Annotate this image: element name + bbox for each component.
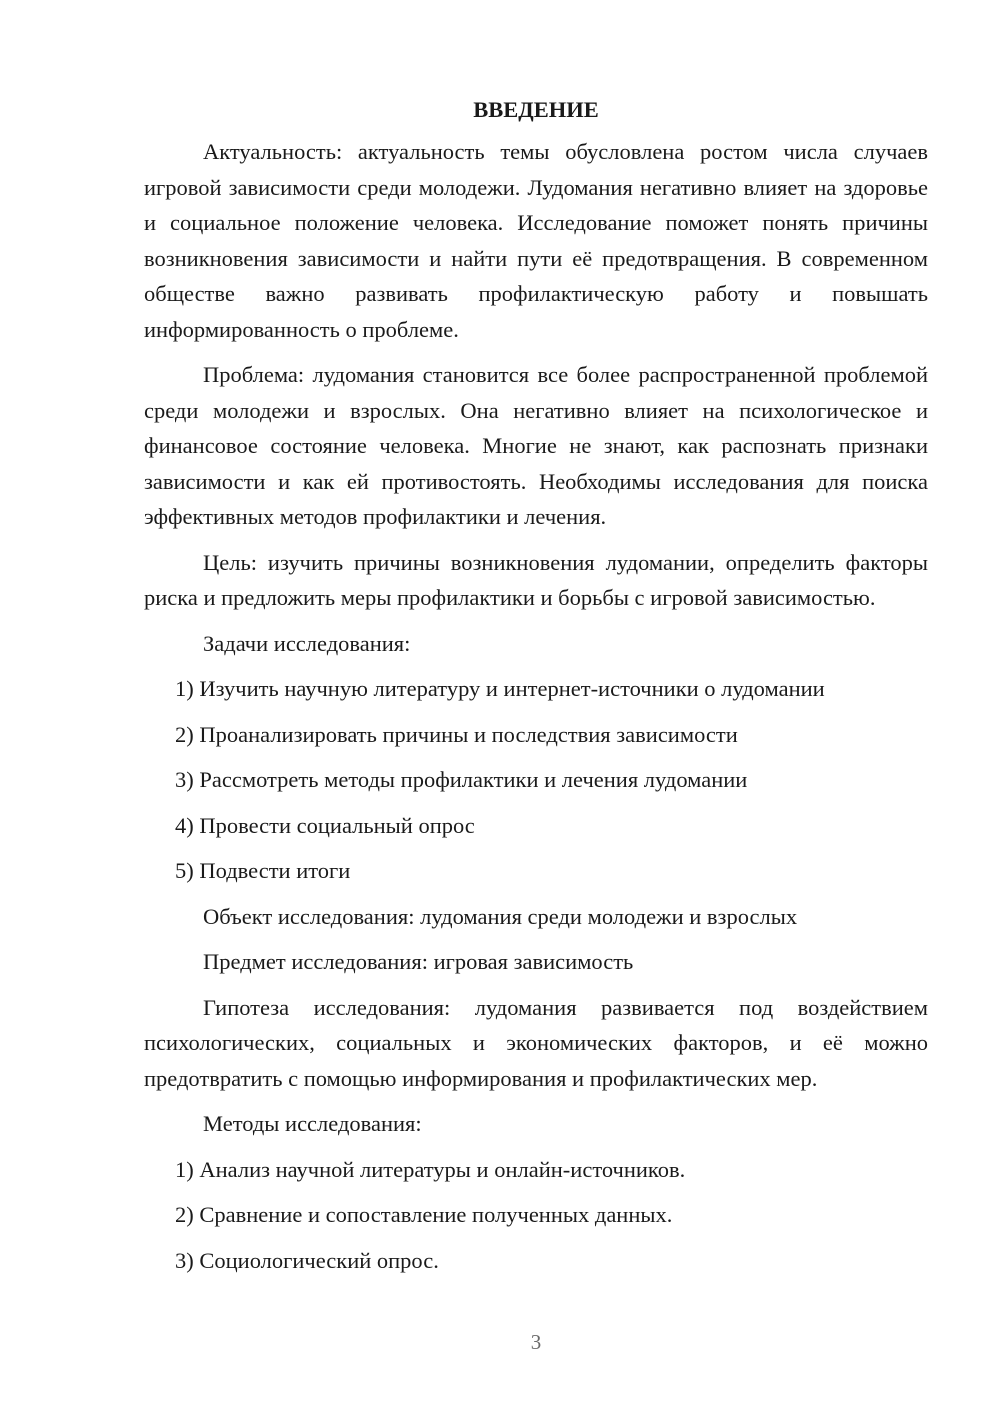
- page-number: 3: [530, 1330, 542, 1354]
- relevance-paragraph: Актуальность: актуальность темы обусловлена ростом числа случаев игровой зависимости среди молодежи. Лудомания негативно влияет на здоровье и социальное положение человека. Исследование поможет понять причины возникновения зависимости и найти пути её предотвращения. В современном обществе важно развивать профилактическую работу и повышать информированность о проблеме.: [144, 139, 928, 342]
- methods-heading: Методы исследования:: [203, 1111, 422, 1136]
- list-item: 4) Провести социальный опрос: [175, 812, 475, 838]
- list-item: 1) Изучить научную литературу и интернет-источники о лудомании: [175, 676, 825, 701]
- section-title: ВВЕДЕНИЕ: [473, 97, 599, 122]
- document-body: [144, 88, 928, 1288]
- list-item: 1) Анализ научной литературы и онлайн-источников.: [175, 1156, 686, 1182]
- list-item: 3) Рассмотреть методы профилактики и лечения лудомании: [175, 767, 748, 792]
- subject-line: Предмет исследования: игровая зависимость: [203, 949, 634, 974]
- tasks-list: [144, 671, 928, 889]
- methods-list: [144, 1152, 928, 1279]
- list-item: 2) Проанализировать причины и последствия зависимости: [175, 721, 738, 747]
- goal-paragraph: Цель: изучить причины возникновения лудомании, определить факторы риска и предложить меры профилактики и борьбы с игровой зависимостью.: [144, 549, 928, 610]
- list-item: 5) Подвести итоги: [175, 858, 351, 883]
- hypothesis-paragraph: Гипотеза исследования: лудомания развивается под воздействием психологических, социальных и экономических факторов, и её можно предотвратить с помощью информирования и профилактических мер.: [144, 994, 928, 1091]
- list-item: 3) Социологический опрос.: [175, 1247, 439, 1273]
- problem-paragraph: Проблема: лудомания становится все более распространенной проблемой среди молодежи и взрослых. Она негативно влияет на психологическое и финансовое состояние человека. Многие не знают, как распознать признаки зависимости и как ей противостоять. Необходимы исследования для поиска эффективных методов профилактики и лечения.: [144, 362, 928, 529]
- tasks-heading: Задачи исследования:: [203, 630, 411, 656]
- object-line: Объект исследования: лудомания среди молодежи и взрослых: [203, 903, 798, 929]
- list-item: 2) Сравнение и сопоставление полученных данных.: [175, 1202, 673, 1227]
